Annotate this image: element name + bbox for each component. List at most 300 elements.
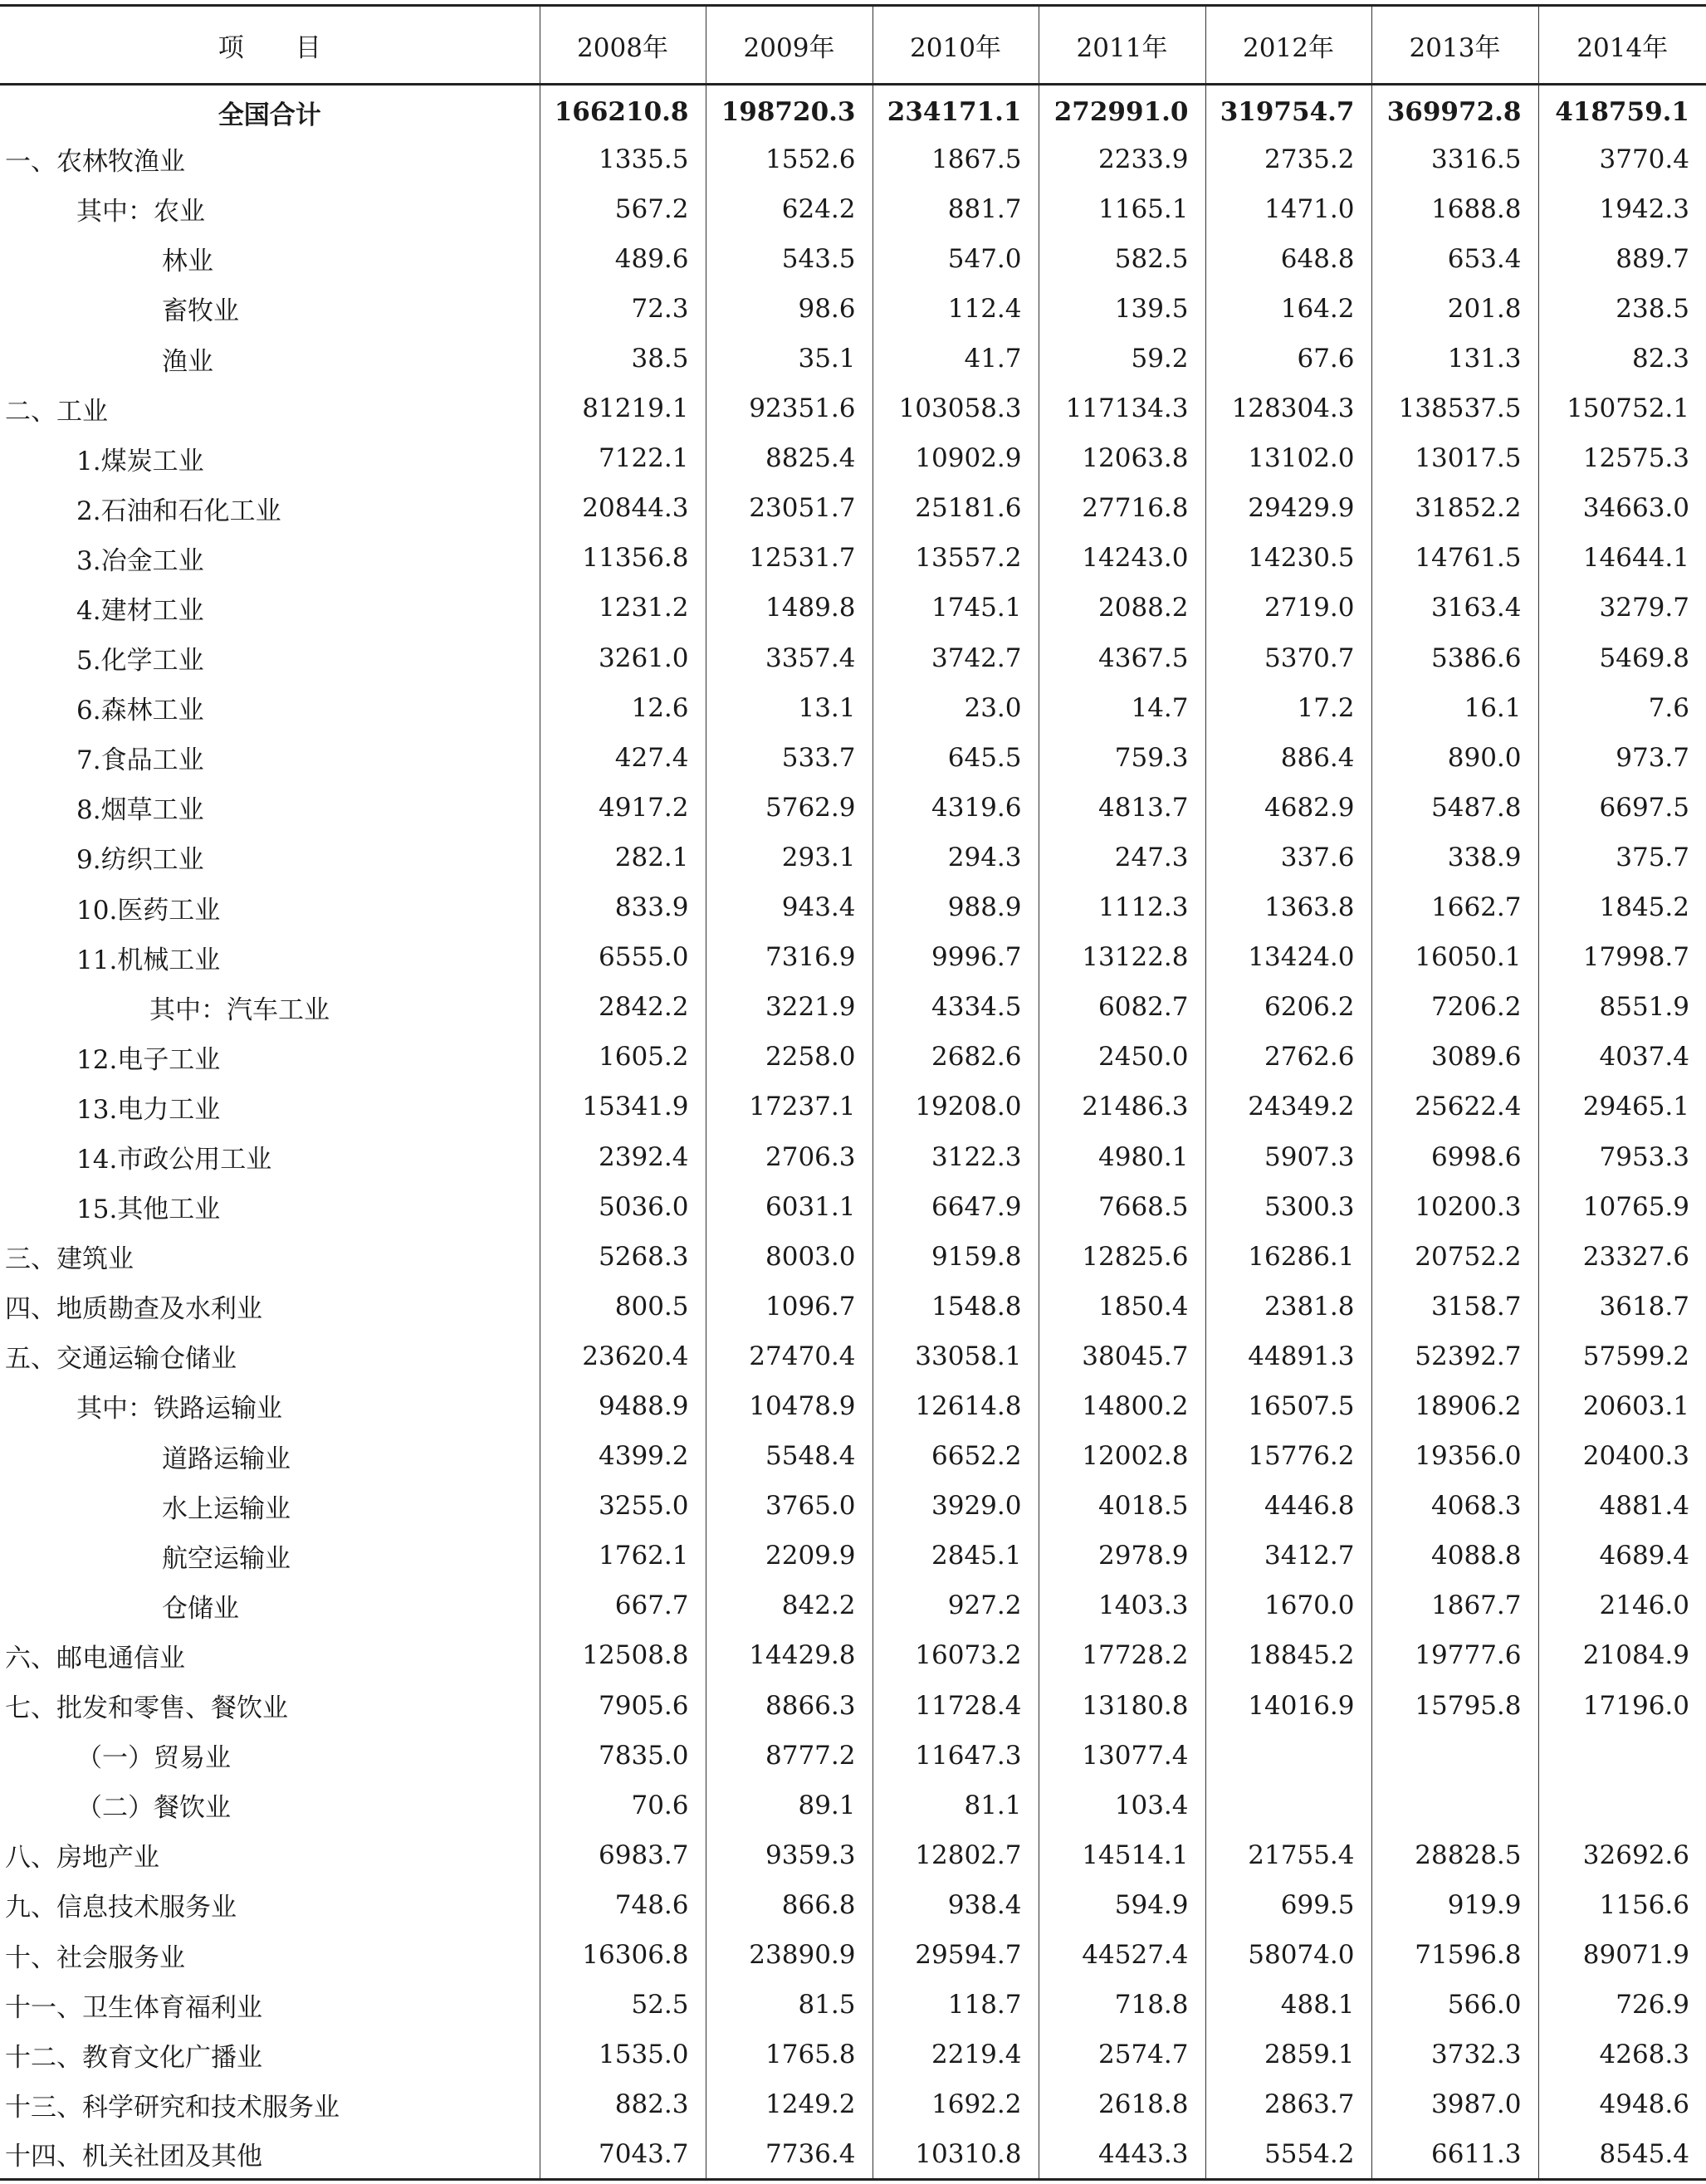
cell-value: 32692.6 (1538, 1830, 1706, 1880)
cell-value: 594.9 (1039, 1880, 1205, 1930)
table-row (0, 1082, 1706, 1131)
header-year-2009: 2009年 (706, 6, 873, 85)
cell-value: 4399.2 (540, 1431, 706, 1481)
cell-value: 881.7 (873, 184, 1039, 234)
cell-value: 29465.1 (1538, 1082, 1706, 1131)
cell-value: 7043.7 (540, 2129, 706, 2179)
row-label: 11.机械工业 (76, 945, 221, 975)
cell-value: 2845.1 (873, 1531, 1039, 1581)
cell-value (1371, 1731, 1538, 1781)
cell-value: 18906.2 (1371, 1381, 1538, 1431)
cell-value: 3742.7 (873, 633, 1039, 683)
cell-value: 12614.8 (873, 1381, 1039, 1431)
cell-value: 14230.5 (1205, 533, 1371, 583)
cell-value: 5469.8 (1538, 633, 1706, 683)
cell-value: 282.1 (540, 833, 706, 882)
cell-value: 12802.7 (873, 1830, 1039, 1880)
cell-value: 13122.8 (1039, 932, 1205, 982)
row-label: 渔业 (162, 346, 213, 377)
table-row (0, 1032, 1706, 1082)
row-label: 林业 (162, 247, 213, 277)
cell-value: 2233.9 (1039, 134, 1205, 184)
cell-value: 294.3 (873, 833, 1039, 882)
cell-value: 4037.4 (1538, 1032, 1706, 1082)
table-row (0, 2129, 1706, 2179)
cell-value: 3255.0 (540, 1481, 706, 1531)
cell-value: 28828.5 (1371, 1830, 1538, 1880)
row-label: 水上运输业 (162, 1493, 291, 1524)
row-label: 七、批发和零售、餐饮业 (5, 1693, 288, 1724)
cell-value: 4443.3 (1039, 2129, 1205, 2179)
cell-value: 8825.4 (706, 433, 873, 483)
cell-value: 27470.4 (706, 1331, 873, 1381)
cell-value: 9996.7 (873, 932, 1039, 982)
cell-value: 17728.2 (1039, 1630, 1205, 1680)
table-row (0, 982, 1706, 1032)
row-label: 1.煤炭工业 (76, 446, 204, 476)
cell-value: 12531.7 (706, 533, 873, 583)
cell-value: 7905.6 (540, 1681, 706, 1731)
cell-value: 2978.9 (1039, 1531, 1205, 1581)
cell-value: 34663.0 (1538, 483, 1706, 533)
cell-value: 2706.3 (706, 1131, 873, 1181)
cell-value: 25622.4 (1371, 1082, 1538, 1131)
row-label: 6.森林工业 (76, 696, 204, 726)
cell-value: 5268.3 (540, 1232, 706, 1282)
header-year-2012: 2012年 (1205, 6, 1371, 85)
cell-value: 21486.3 (1039, 1082, 1205, 1131)
row-label: （一）贸易业 (76, 1743, 231, 1774)
row-label: 5.化学工业 (76, 646, 204, 677)
cell-value: 14800.2 (1039, 1381, 1205, 1431)
cell-value: 7206.2 (1371, 982, 1538, 1032)
cell-value: 2618.8 (1039, 2079, 1205, 2129)
table-row (0, 184, 1706, 234)
row-label: 十四、机关社团及其他 (0, 2129, 540, 2179)
cell-value: 2719.0 (1205, 583, 1371, 633)
cell-value: 1363.8 (1205, 882, 1371, 932)
cell-value (1538, 1731, 1706, 1781)
cell-value: 70.6 (540, 1781, 706, 1830)
cell-value: 800.5 (540, 1282, 706, 1331)
cell-value: 338.9 (1371, 833, 1538, 882)
cell-value: 3732.3 (1371, 2030, 1538, 2079)
cell-value: 14243.0 (1039, 533, 1205, 583)
row-label: 十三、科学研究和技术服务业 (5, 2092, 340, 2123)
cell-value: 12002.8 (1039, 1431, 1205, 1481)
cell-value: 927.2 (873, 1581, 1039, 1630)
cell-value: 150752.1 (1538, 384, 1706, 433)
table-row (0, 633, 1706, 683)
cell-value: 23051.7 (706, 483, 873, 533)
cell-value: 16073.2 (873, 1630, 1039, 1680)
cell-value: 489.6 (540, 234, 706, 284)
cell-value: 4881.4 (1538, 1481, 1706, 1531)
table-row (0, 1880, 1706, 1930)
cell-value: 35.1 (706, 334, 873, 384)
cell-value: 33058.1 (873, 1331, 1039, 1381)
cell-value: 2842.2 (540, 982, 706, 1032)
header-year-2013: 2013年 (1371, 6, 1538, 85)
cell-value: 1471.0 (1205, 184, 1371, 234)
cell-value: 71596.8 (1371, 1930, 1538, 1980)
cell-value: 4980.1 (1039, 1131, 1205, 1181)
cell-value: 2762.6 (1205, 1032, 1371, 1082)
cell-value: 44891.3 (1205, 1331, 1371, 1381)
table-row (0, 1331, 1706, 1381)
cell-value: 488.1 (1205, 1980, 1371, 2030)
cell-value: 10310.8 (873, 2129, 1039, 2179)
cell-value: 418759.1 (1538, 85, 1706, 134)
cell-value: 533.7 (706, 733, 873, 783)
cell-value: 4813.7 (1039, 783, 1205, 833)
cell-value: 5554.2 (1205, 2129, 1371, 2179)
cell-value: 4917.2 (540, 783, 706, 833)
cell-value: 1762.1 (540, 1531, 706, 1581)
cell-value: 1605.2 (540, 1032, 706, 1082)
cell-value: 5548.4 (706, 1431, 873, 1481)
cell-value: 8866.3 (706, 1681, 873, 1731)
cell-value: 234171.1 (873, 85, 1039, 134)
cell-value: 988.9 (873, 882, 1039, 932)
cell-value: 667.7 (540, 1581, 706, 1630)
row-label: 航空运输业 (162, 1543, 291, 1574)
cell-value: 27716.8 (1039, 483, 1205, 533)
cell-value: 6611.3 (1371, 2129, 1538, 2179)
cell-value: 13102.0 (1205, 433, 1371, 483)
cell-value (1538, 1781, 1706, 1830)
cell-value: 16050.1 (1371, 932, 1538, 982)
cell-value: 427.4 (540, 733, 706, 783)
cell-value: 6647.9 (873, 1182, 1039, 1232)
cell-value: 5370.7 (1205, 633, 1371, 683)
cell-value: 201.8 (1371, 284, 1538, 334)
row-label: 仓储业 (162, 1593, 239, 1624)
cell-value: 5487.8 (1371, 783, 1538, 833)
cell-value: 8777.2 (706, 1731, 873, 1781)
cell-value: 1112.3 (1039, 882, 1205, 932)
table-row (0, 1830, 1706, 1880)
cell-value: 337.6 (1205, 833, 1371, 882)
cell-value: 6983.7 (540, 1830, 706, 1880)
table-row (0, 1282, 1706, 1331)
cell-value: 6031.1 (706, 1182, 873, 1232)
cell-value: 128304.3 (1205, 384, 1371, 433)
cell-value: 23.0 (873, 683, 1039, 733)
cell-value: 117134.3 (1039, 384, 1205, 433)
cell-value: 1156.6 (1538, 1880, 1706, 1930)
cell-value: 17196.0 (1538, 1681, 1706, 1731)
cell-value: 4334.5 (873, 982, 1039, 1032)
row-label: 其中：农业 (76, 197, 205, 227)
cell-value: 19356.0 (1371, 1431, 1538, 1481)
cell-value: 198720.3 (706, 85, 873, 134)
cell-value: 17998.7 (1538, 932, 1706, 982)
cell-value: 2146.0 (1538, 1581, 1706, 1630)
cell-value: 543.5 (706, 234, 873, 284)
cell-value: 6555.0 (540, 932, 706, 982)
row-label: 六、邮电通信业 (5, 1643, 185, 1673)
row-label: 4.建材工业 (76, 595, 204, 626)
cell-value: 16306.8 (540, 1930, 706, 1980)
cell-value: 624.2 (706, 184, 873, 234)
cell-value: 1688.8 (1371, 184, 1538, 234)
table-row (0, 783, 1706, 833)
cell-value: 14429.8 (706, 1630, 873, 1680)
table-row (0, 334, 1706, 384)
table-row (0, 1182, 1706, 1232)
cell-value: 726.9 (1538, 1980, 1706, 2030)
table-row (0, 733, 1706, 783)
cell-value: 2381.8 (1205, 1282, 1371, 1331)
row-label: 一、农林牧渔业 (5, 147, 185, 178)
cell-value: 16286.1 (1205, 1232, 1371, 1282)
cell-value: 4682.9 (1205, 783, 1371, 833)
cell-value: 943.4 (706, 882, 873, 932)
cell-value: 1231.2 (540, 583, 706, 633)
table-row (0, 1980, 1706, 2030)
cell-value: 238.5 (1538, 284, 1706, 334)
header-year-2010: 2010年 (873, 6, 1039, 85)
cell-value: 13.1 (706, 683, 873, 733)
table-row (0, 284, 1706, 334)
cell-value: 16507.5 (1205, 1381, 1371, 1431)
cell-value: 18845.2 (1205, 1630, 1371, 1680)
row-label: 12.电子工业 (76, 1044, 221, 1075)
row-label: 十一、卫生体育福利业 (5, 1992, 262, 2023)
cell-value: 12.6 (540, 683, 706, 733)
table-row (0, 1581, 1706, 1630)
header-year-2014: 2014年 (1538, 6, 1706, 85)
cell-value: 3357.4 (706, 633, 873, 683)
row-label: 2.石油和石化工业 (76, 496, 281, 526)
table-row (0, 1381, 1706, 1431)
cell-value: 17.2 (1205, 683, 1371, 733)
row-label: 15.其他工业 (76, 1195, 221, 1225)
cell-value: 20400.3 (1538, 1431, 1706, 1481)
cell-value: 2574.7 (1039, 2030, 1205, 2079)
cell-value: 1850.4 (1039, 1282, 1205, 1331)
table-row (0, 1481, 1706, 1531)
table-row (0, 833, 1706, 882)
cell-value: 14514.1 (1039, 1830, 1205, 1880)
cell-value: 5762.9 (706, 783, 873, 833)
table-row (0, 2030, 1706, 2079)
row-label: 其中：汽车工业 (149, 994, 330, 1025)
cell-value: 2863.7 (1205, 2079, 1371, 2129)
table-row (0, 932, 1706, 982)
table-row (0, 1131, 1706, 1181)
cell-value: 842.2 (706, 1581, 873, 1630)
cell-value: 4268.3 (1538, 2030, 1706, 2079)
row-label: 道路运输业 (162, 1444, 291, 1474)
cell-value: 81219.1 (540, 384, 706, 433)
cell-value: 6697.5 (1538, 783, 1706, 833)
cell-value: 7736.4 (706, 2129, 873, 2179)
cell-value: 38045.7 (1039, 1331, 1205, 1381)
cell-value: 23620.4 (540, 1331, 706, 1381)
table-row (0, 1531, 1706, 1581)
table-row (0, 85, 1706, 134)
cell-value: 11728.4 (873, 1681, 1039, 1731)
cell-value: 3412.7 (1205, 1531, 1371, 1581)
cell-value: 866.8 (706, 1880, 873, 1930)
cell-value: 1535.0 (540, 2030, 706, 2079)
cell-value: 24349.2 (1205, 1082, 1371, 1131)
cell-value: 4319.6 (873, 783, 1039, 833)
cell-value: 10765.9 (1538, 1182, 1706, 1232)
cell-value: 9488.9 (540, 1381, 706, 1431)
cell-value: 67.6 (1205, 334, 1371, 384)
header-row (0, 6, 1706, 85)
cell-value: 889.7 (1538, 234, 1706, 284)
cell-value: 882.3 (540, 2079, 706, 2129)
cell-value: 4446.8 (1205, 1481, 1371, 1531)
cell-value: 1548.8 (873, 1282, 1039, 1331)
cell-value: 566.0 (1371, 1980, 1538, 2030)
cell-value: 10478.9 (706, 1381, 873, 1431)
cell-value: 19208.0 (873, 1082, 1039, 1131)
cell-value: 4689.4 (1538, 1531, 1706, 1581)
cell-value: 4367.5 (1039, 633, 1205, 683)
cell-value: 38.5 (540, 334, 706, 384)
cell-value: 72.3 (540, 284, 706, 334)
header-item: 项 目 (0, 6, 540, 85)
cell-value: 31852.2 (1371, 483, 1538, 533)
cell-value: 23327.6 (1538, 1232, 1706, 1282)
cell-value: 3261.0 (540, 633, 706, 683)
cell-value: 7835.0 (540, 1731, 706, 1781)
cell-value (1205, 1731, 1371, 1781)
cell-value: 17237.1 (706, 1082, 873, 1131)
table-row (0, 2079, 1706, 2129)
cell-value: 5907.3 (1205, 1131, 1371, 1181)
cell-value: 4018.5 (1039, 1481, 1205, 1531)
cell-value: 375.7 (1538, 833, 1706, 882)
cell-value: 7953.3 (1538, 1131, 1706, 1181)
table-row (0, 433, 1706, 483)
row-label: 3.冶金工业 (76, 545, 204, 576)
cell-value: 5386.6 (1371, 633, 1538, 683)
cell-value: 938.4 (873, 1880, 1039, 1930)
cell-value: 1670.0 (1205, 1581, 1371, 1630)
cell-value: 4068.3 (1371, 1481, 1538, 1531)
cell-value: 319754.7 (1205, 85, 1371, 134)
cell-value: 1489.8 (706, 583, 873, 633)
row-label: 畜牧业 (162, 296, 239, 327)
cell-value: 582.5 (1039, 234, 1205, 284)
cell-value: 12575.3 (1538, 433, 1706, 483)
row-label: 10.医药工业 (76, 895, 221, 926)
table-row (0, 1930, 1706, 1980)
cell-value: 272991.0 (1039, 85, 1205, 134)
cell-value: 9359.3 (706, 1830, 873, 1880)
cell-value: 2859.1 (1205, 2030, 1371, 2079)
cell-value: 6206.2 (1205, 982, 1371, 1032)
cell-value: 118.7 (873, 1980, 1039, 2030)
table-row (0, 533, 1706, 583)
table-row (0, 384, 1706, 433)
row-label: 全国合计 (218, 100, 321, 130)
cell-value: 2258.0 (706, 1032, 873, 1082)
data-table (0, 4, 1706, 2181)
cell-value: 4088.8 (1371, 1531, 1538, 1581)
cell-value: 7122.1 (540, 433, 706, 483)
cell-value: 29429.9 (1205, 483, 1371, 533)
cell-value: 57599.2 (1538, 1331, 1706, 1381)
cell-value: 2209.9 (706, 1531, 873, 1581)
cell-value: 164.2 (1205, 284, 1371, 334)
cell-value: 89.1 (706, 1781, 873, 1830)
cell-value: 6082.7 (1039, 982, 1205, 1032)
cell-value: 25181.6 (873, 483, 1039, 533)
cell-value: 4948.6 (1538, 2079, 1706, 2129)
cell-value: 12063.8 (1039, 433, 1205, 483)
cell-value: 2450.0 (1039, 1032, 1205, 1082)
cell-value: 3929.0 (873, 1481, 1039, 1531)
cell-value: 13017.5 (1371, 433, 1538, 483)
cell-value: 547.0 (873, 234, 1039, 284)
cell-value: 14016.9 (1205, 1681, 1371, 1731)
cell-value: 81.1 (873, 1781, 1039, 1830)
cell-value: 7.6 (1538, 683, 1706, 733)
row-label: 9.纺织工业 (76, 845, 204, 876)
cell-value: 12825.6 (1039, 1232, 1205, 1282)
cell-value: 98.6 (706, 284, 873, 334)
cell-value: 699.5 (1205, 1880, 1371, 1930)
header-year-2011: 2011年 (1039, 6, 1205, 85)
cell-value (1371, 1781, 1538, 1830)
cell-value: 92351.6 (706, 384, 873, 433)
cell-value: 10200.3 (1371, 1182, 1538, 1232)
cell-value: 1249.2 (706, 2079, 873, 2129)
cell-value: 112.4 (873, 284, 1039, 334)
cell-value: 41.7 (873, 334, 1039, 384)
row-label: 八、房地产业 (5, 1843, 159, 1874)
cell-value: 20844.3 (540, 483, 706, 533)
cell-value: 5300.3 (1205, 1182, 1371, 1232)
cell-value: 1765.8 (706, 2030, 873, 2079)
cell-value: 1335.5 (540, 134, 706, 184)
header-year-2008: 2008年 (540, 6, 706, 85)
cell-value: 11356.8 (540, 533, 706, 583)
cell-value: 131.3 (1371, 334, 1538, 384)
cell-value: 2392.4 (540, 1131, 706, 1181)
cell-value: 8551.9 (1538, 982, 1706, 1032)
cell-value: 2735.2 (1205, 134, 1371, 184)
cell-value: 1745.1 (873, 583, 1039, 633)
cell-value: 9159.8 (873, 1232, 1039, 1282)
cell-value: 3122.3 (873, 1131, 1039, 1181)
row-label: 13.电力工业 (76, 1094, 221, 1125)
cell-value: 44527.4 (1039, 1930, 1205, 1980)
cell-value: 7668.5 (1039, 1182, 1205, 1232)
cell-value: 648.8 (1205, 234, 1371, 284)
cell-value: 653.4 (1371, 234, 1538, 284)
table-row (0, 1630, 1706, 1680)
cell-value: 6652.2 (873, 1431, 1039, 1481)
table-row (0, 134, 1706, 184)
table-row (0, 1731, 1706, 1781)
row-label: 四、地质勘查及水利业 (5, 1294, 262, 1325)
cell-value: 2088.2 (1039, 583, 1205, 633)
table-row (0, 683, 1706, 733)
cell-value: 3279.7 (1538, 583, 1706, 633)
row-label: 九、信息技术服务业 (5, 1893, 237, 1923)
cell-value: 973.7 (1538, 733, 1706, 783)
table-row (0, 1431, 1706, 1481)
cell-value: 1692.2 (873, 2079, 1039, 2129)
